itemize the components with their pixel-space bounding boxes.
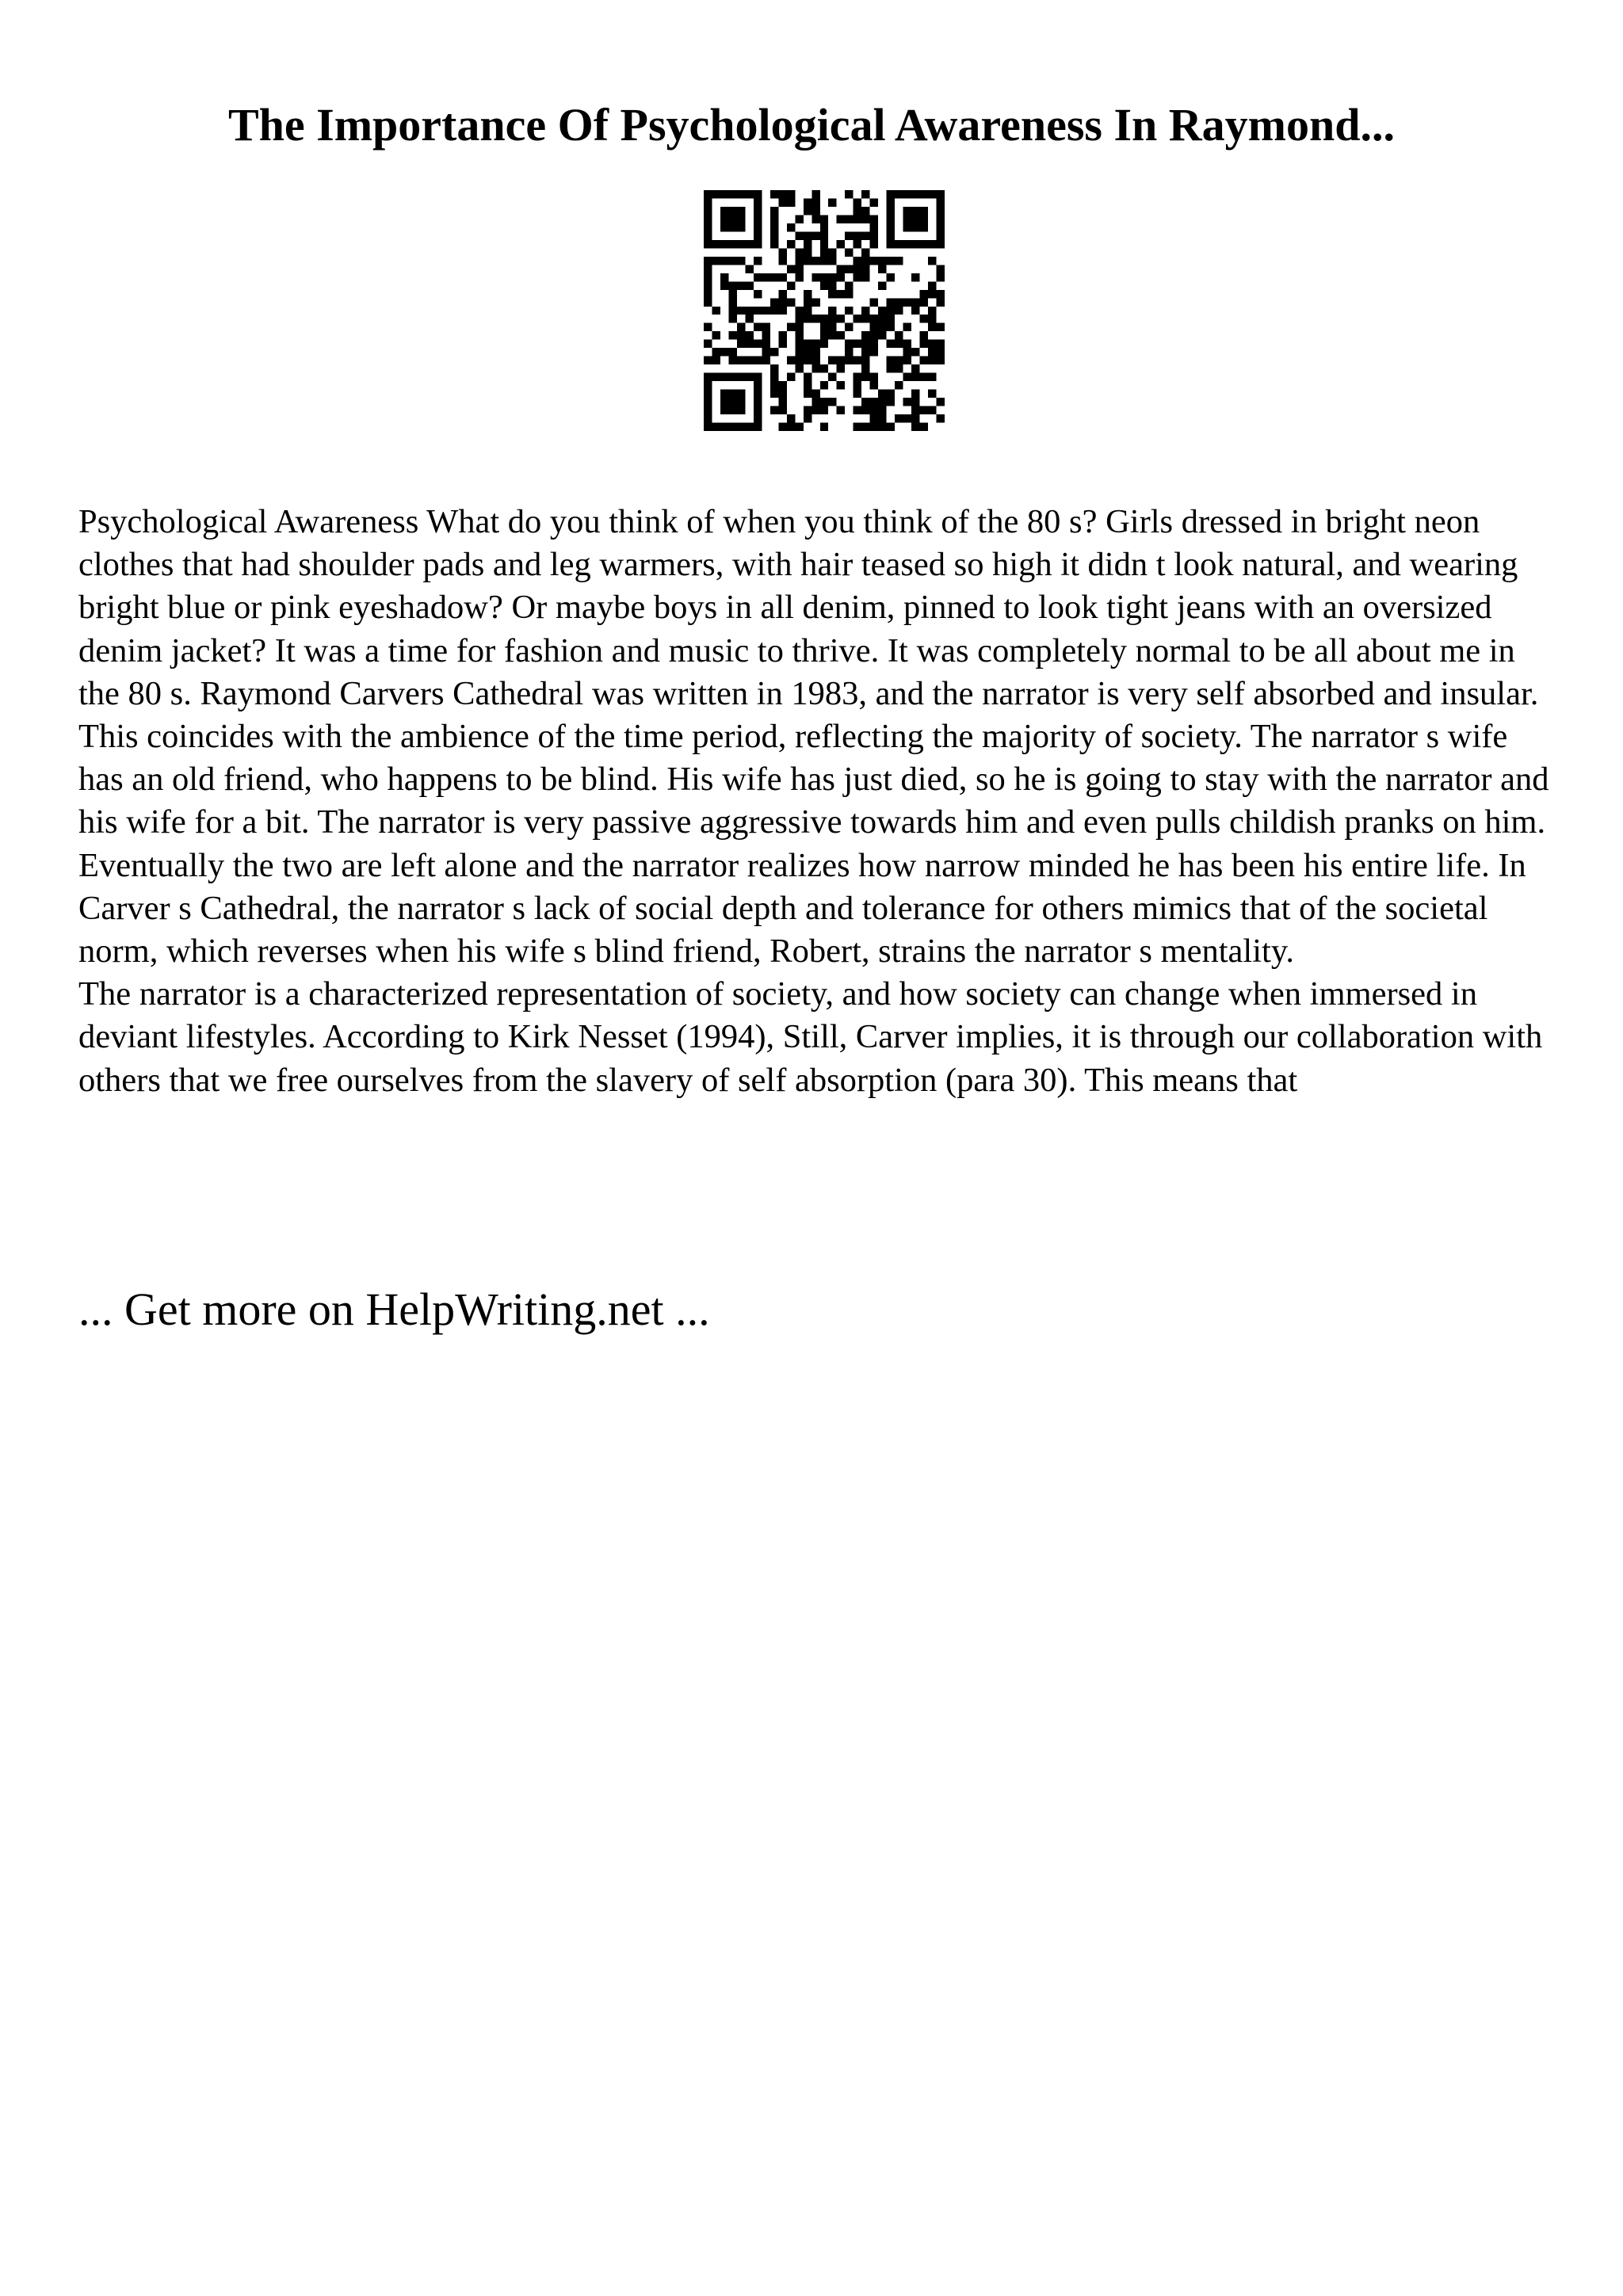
get-more-link[interactable]: ... Get more on HelpWriting.net ... bbox=[78, 1283, 710, 1335]
document-title: The Importance Of Psychological Awareness In Raymond... bbox=[227, 99, 1396, 151]
qr-code-icon bbox=[704, 190, 945, 431]
paragraph-1: Psychological Awareness What do you think of when you think of the 80 s? Girls dressed in bright neon clothes that had shoulder pads and leg warmers, with hair teased so high it didn t look natural, and wearing bright blue or pink eyeshadow? Or maybe boys in all denim, pinned to look tight jeans with an oversized denim jacket? It was a time for fashion and music to thrive. It was completely normal to be all about me in the 80 s. Raymond Carvers Cathedral was written in 1983, and the narrator is very self absorbed and insular. This coincides with the ambience of the time period, reflecting the majority of society. The narrator s wife has an old friend, who happens to be blind. His wife has just died, so he is going to stay with the narrator and his wife for a bit. The narrator is very passive aggressive towards him and even pulls childish pranks on him. Eventually the two are left alone and the narrator realizes how narrow minded he has been his entire life. In Carver s Cathedral, the narrator s lack of social depth and tolerance for others mimics that of the societal norm, which reverses when his wife s blind friend, Robert, strains the narrator s mentality. bbox=[78, 503, 1549, 971]
paragraph-2: The narrator is a characterized representation of society, and how society can change when immersed in deviant lifestyles. According to Kirk Nesset (1994), Still, Carver implies, it is through our collaboration with others that we free ourselves from the slavery of self absorption (para 30). This means that bbox=[78, 975, 1543, 1099]
body-text bbox=[78, 501, 1560, 1102]
